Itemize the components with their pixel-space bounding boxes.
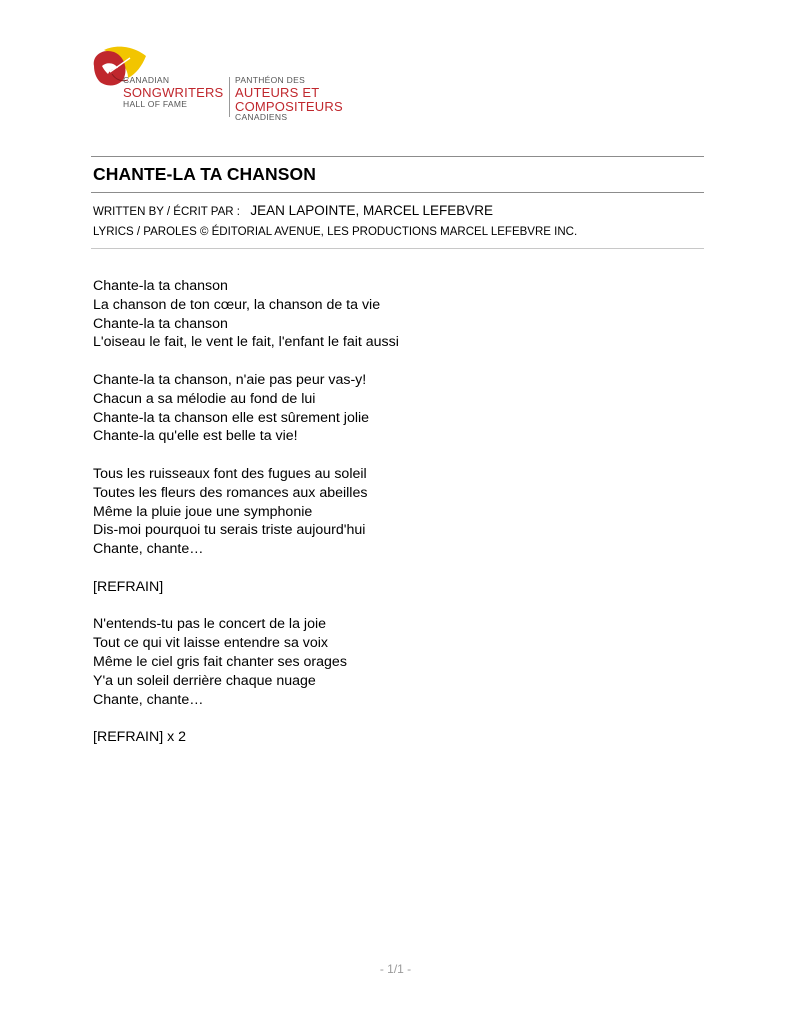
- lyric-line: Dis-moi pourquoi tu serais triste aujourd'hui: [93, 522, 366, 539]
- logo-divider: [229, 77, 230, 117]
- lyrics-stanza: [93, 728, 693, 747]
- hall-of-fame-logo: [90, 44, 350, 124]
- page-number: - 1/1 -: [379, 962, 412, 976]
- lyric-line: [REFRAIN] x 2: [93, 729, 187, 746]
- logo-en-bottom: HALL OF FAME: [123, 98, 188, 109]
- lyrics-body: [93, 277, 693, 766]
- lyrics-credit: LYRICS / PAROLES © ÉDITORIAL AVENUE, LES PRODUCTIONS MARCEL LEFEBVRE INC.: [93, 226, 578, 238]
- lyric-line: N'entends-tu pas le concert de la joie: [93, 616, 326, 633]
- song-title: CHANTE-LA TA CHANSON: [93, 164, 316, 184]
- lyrics-stanza: [93, 465, 693, 559]
- lyric-line: [REFRAIN]: [93, 578, 164, 595]
- title-bottom-rule: [91, 192, 704, 193]
- lyric-line: Chacun a sa mélodie au fond de lui: [93, 390, 316, 407]
- logo-fr-bottom: CANADIENS: [235, 111, 288, 122]
- credits-bottom-rule: [91, 248, 704, 249]
- lyric-line: Chante-la ta chanson, n'aie pas peur vas-y!: [93, 371, 367, 388]
- title-top-rule: [91, 156, 704, 157]
- written-by-value: JEAN LAPOINTE, MARCEL LEFEBVRE: [250, 203, 493, 218]
- logo-en-main: SONGWRITERS: [123, 84, 224, 100]
- lyric-line: Chante, chante…: [93, 541, 204, 558]
- lyric-line: Même la pluie joue une symphonie: [93, 503, 313, 520]
- lyric-line: Tout ce qui vit laisse entendre sa voix: [93, 635, 329, 652]
- written-by-label: WRITTEN BY / ÉCRIT PAR :: [93, 206, 240, 218]
- lyric-line: Y'a un soleil derrière chaque nuage: [93, 672, 316, 689]
- lyric-line: Chante-la qu'elle est belle ta vie!: [93, 428, 298, 445]
- logo-en-top: CANADIAN: [123, 75, 170, 85]
- lyrics-stanza: [93, 371, 693, 446]
- lyric-line: Chante-la ta chanson: [93, 315, 228, 332]
- lyric-line: Tous les ruisseaux font des fugues au soleil: [93, 465, 367, 482]
- lyric-line: L'oiseau le fait, le vent le fait, l'enfant le fait aussi: [93, 334, 399, 351]
- lyric-line: Toutes les fleurs des romances aux abeilles: [93, 484, 368, 501]
- logo-fr-main-1: AUTEURS ET: [235, 84, 320, 100]
- written-by-row: [93, 202, 493, 220]
- lyric-line: Chante, chante…: [93, 691, 204, 708]
- lyrics-stanza: [93, 277, 693, 352]
- lyrics-stanza: [93, 578, 693, 597]
- logo-english-text: [123, 76, 223, 108]
- logo-french-text: [235, 76, 343, 121]
- lyric-line: Même le ciel gris fait chanter ses orages: [93, 653, 347, 670]
- lyric-line: Chante-la ta chanson elle est sûrement jolie: [93, 409, 370, 426]
- lyrics-stanza: [93, 615, 693, 709]
- lyric-line: La chanson de ton cœur, la chanson de ta vie: [93, 296, 381, 313]
- logo-fr-top: PANTHÉON DES: [235, 75, 306, 85]
- lyric-line: Chante-la ta chanson: [93, 278, 228, 294]
- logo-fr-main-2: COMPOSITEURS: [235, 98, 343, 114]
